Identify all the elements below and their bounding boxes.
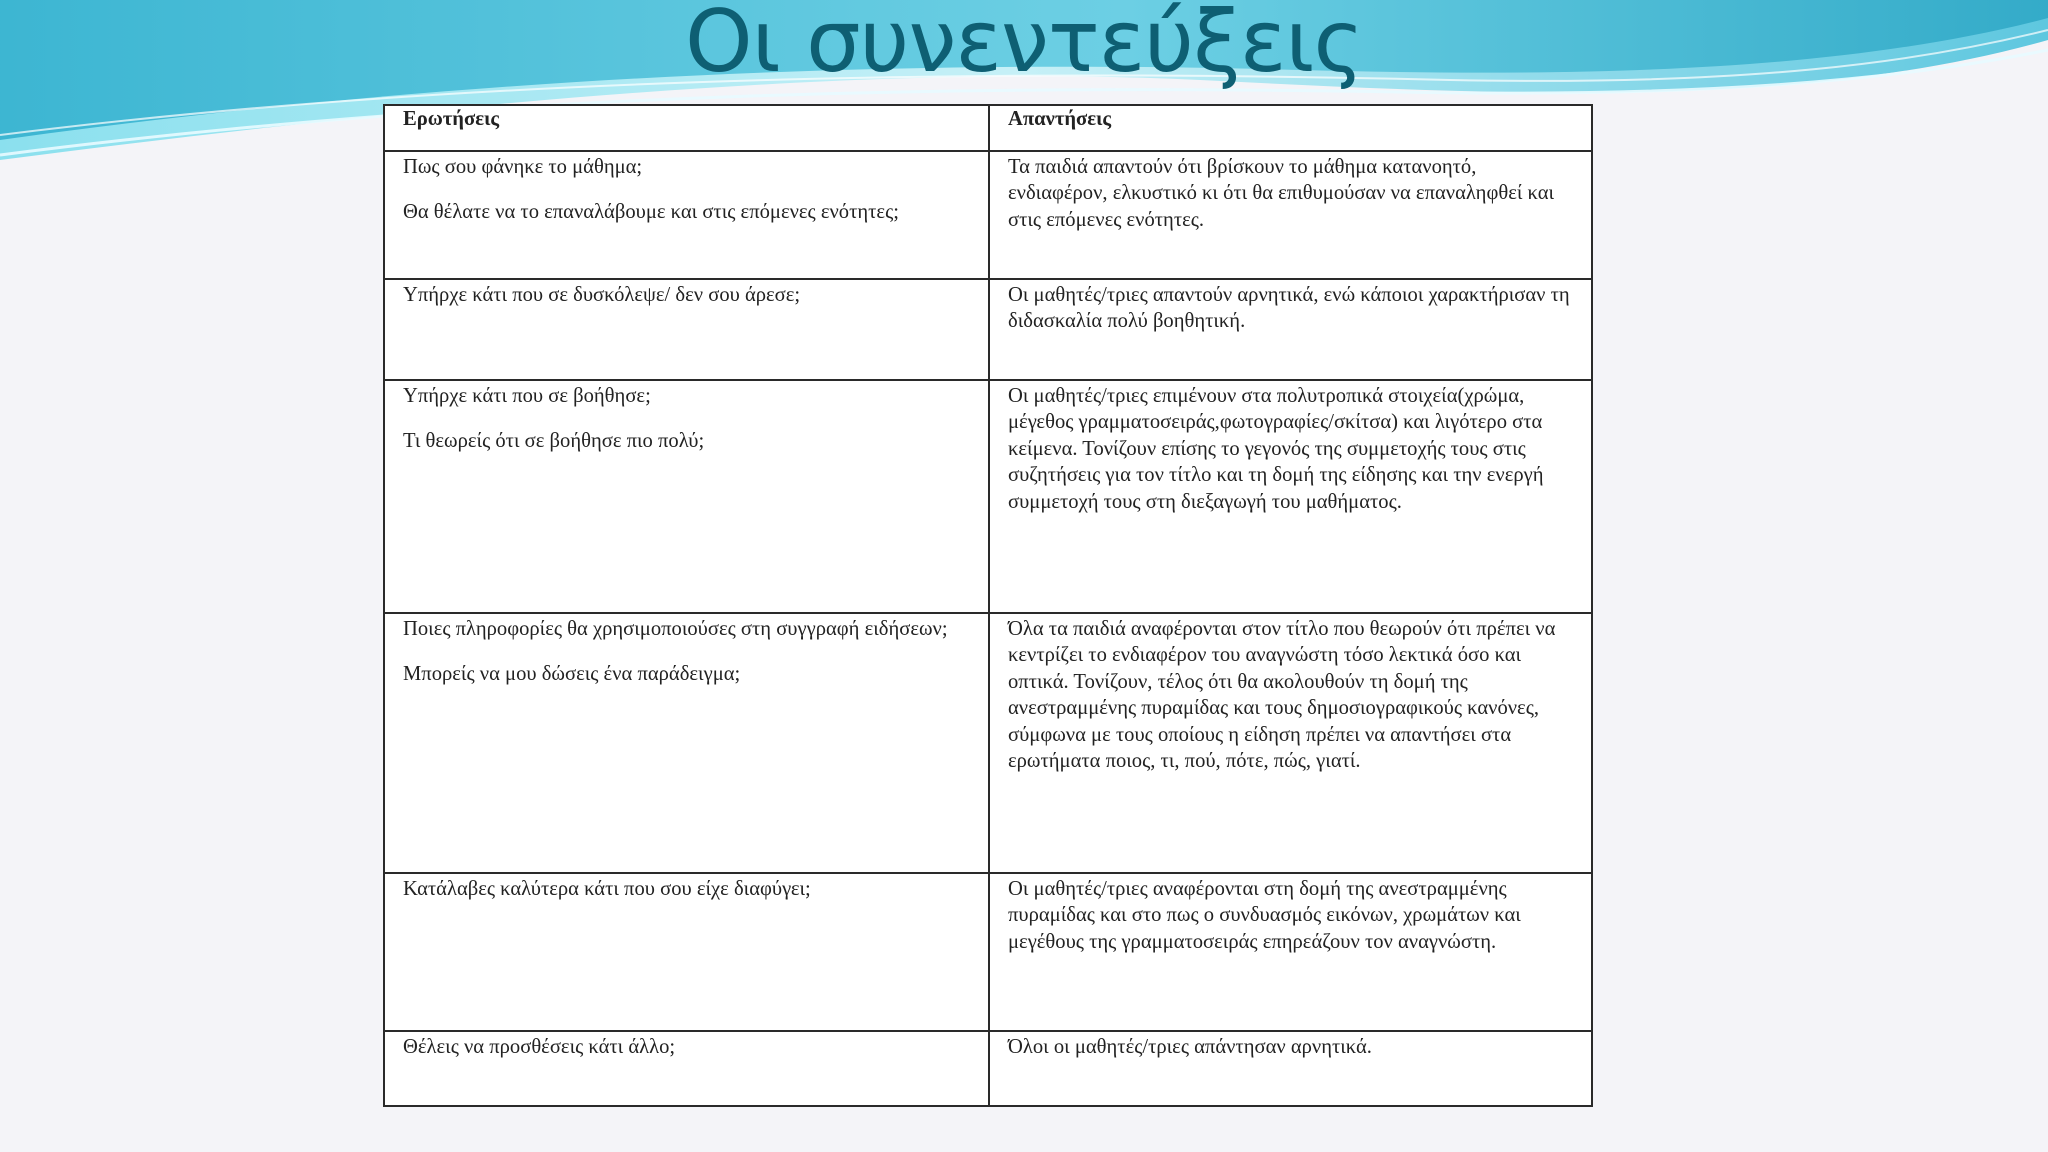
table-row <box>384 873 1592 1031</box>
answer-cell: Οι μαθητές/τριες επιμένουν στα πολυτροπικά στοιχεία(χρώμα, μέγεθος γραμματοσειράς,φωτογραφίες/σκίτσα) και λιγότερο στα κείμενα. Τονίζουν επίσης το γεγονός της συμμετοχής τους στις συζητήσεις για τον τίτλο και τη δομή της είδησης και την ενεργή συμμετοχή τους στη διεξαγωγή του μαθήματος. <box>989 380 1592 613</box>
table-row <box>384 151 1592 279</box>
question-cell <box>384 873 989 1031</box>
table-row <box>384 613 1592 873</box>
answer-cell: Οι μαθητές/τριες απαντούν αρνητικά, ενώ κάποιοι χαρακτήρισαν τη διδασκαλία πολύ βοηθητική. <box>989 279 1592 380</box>
question-text: Θέλεις να προσθέσεις κάτι άλλο; <box>403 1036 676 1058</box>
header-questions: Ερωτήσεις <box>384 105 989 151</box>
question-text: Τι θεωρείς ότι σε βοήθησε πιο πολύ; <box>403 430 705 453</box>
answer-cell: Όλα τα παιδιά αναφέρονται στον τίτλο που θεωρούν ότι πρέπει να κεντρίζει το ενδιαφέρον του αναγνώστη τόσο λεκτικά όσο και οπτικά. Τονίζουν, τέλος ότι θα ακολουθούν τη δομή της ανεστραμμένης πυραμίδας και τους δημοσιογραφικούς κανόνες, σύμφωνα με τους οποίους η είδηση πρέπει να απαντήσει στα ερωτήματα ποιος, τι, πού, πότε, πώς, γιατί. <box>989 613 1592 873</box>
table-header-row <box>384 105 1592 151</box>
answer-cell: Τα παιδιά απαντούν ότι βρίσκουν το μάθημα κατανοητό, ενδιαφέρον, ελκυστικό κι ότι θα επιθυμούσαν να επαναληφθεί και στις επόμενες ενότητες. <box>989 151 1592 279</box>
interview-table <box>383 104 1593 1107</box>
question-cell <box>384 380 989 613</box>
question-cell <box>384 151 989 279</box>
question-text: Πως σου φάνηκε το μάθημα; <box>403 156 643 178</box>
table-row <box>384 380 1592 613</box>
question-text: Ποιες πληροφορίες θα χρησιμοποιούσες στη συγγραφή ειδήσεων; <box>403 618 948 640</box>
question-cell <box>384 279 989 380</box>
question-text: Κατάλαβες καλύτερα κάτι που σου είχε διαφύγει; <box>403 878 811 900</box>
question-text: Θα θέλατε να το επαναλάβουμε και στις επόμενες ενότητες; <box>403 201 899 224</box>
answer-cell: Όλοι οι μαθητές/τριες απάντησαν αρνητικά. <box>989 1031 1592 1106</box>
question-text: Υπήρχε κάτι που σε βοήθησε; <box>403 385 651 407</box>
question-cell <box>384 1031 989 1106</box>
slide-title: Οι συνεντεύξεις <box>685 0 1363 92</box>
question-cell <box>384 613 989 873</box>
question-text: Υπήρχε κάτι που σε δυσκόλεψε/ δεν σου άρεσε; <box>403 284 801 306</box>
header-answers: Απαντήσεις <box>989 105 1592 151</box>
answer-cell: Οι μαθητές/τριες αναφέρονται στη δομή της ανεστραμμένης πυραμίδας και στο πως ο συνδυασμός εικόνων, χρωμάτων και μεγέθους της γραμματοσειράς επηρεάζουν τον αναγνώστη. <box>989 873 1592 1031</box>
table-row <box>384 279 1592 380</box>
table-row <box>384 1031 1592 1106</box>
question-text: Μπορείς να μου δώσεις ένα παράδειγμα; <box>403 663 741 686</box>
